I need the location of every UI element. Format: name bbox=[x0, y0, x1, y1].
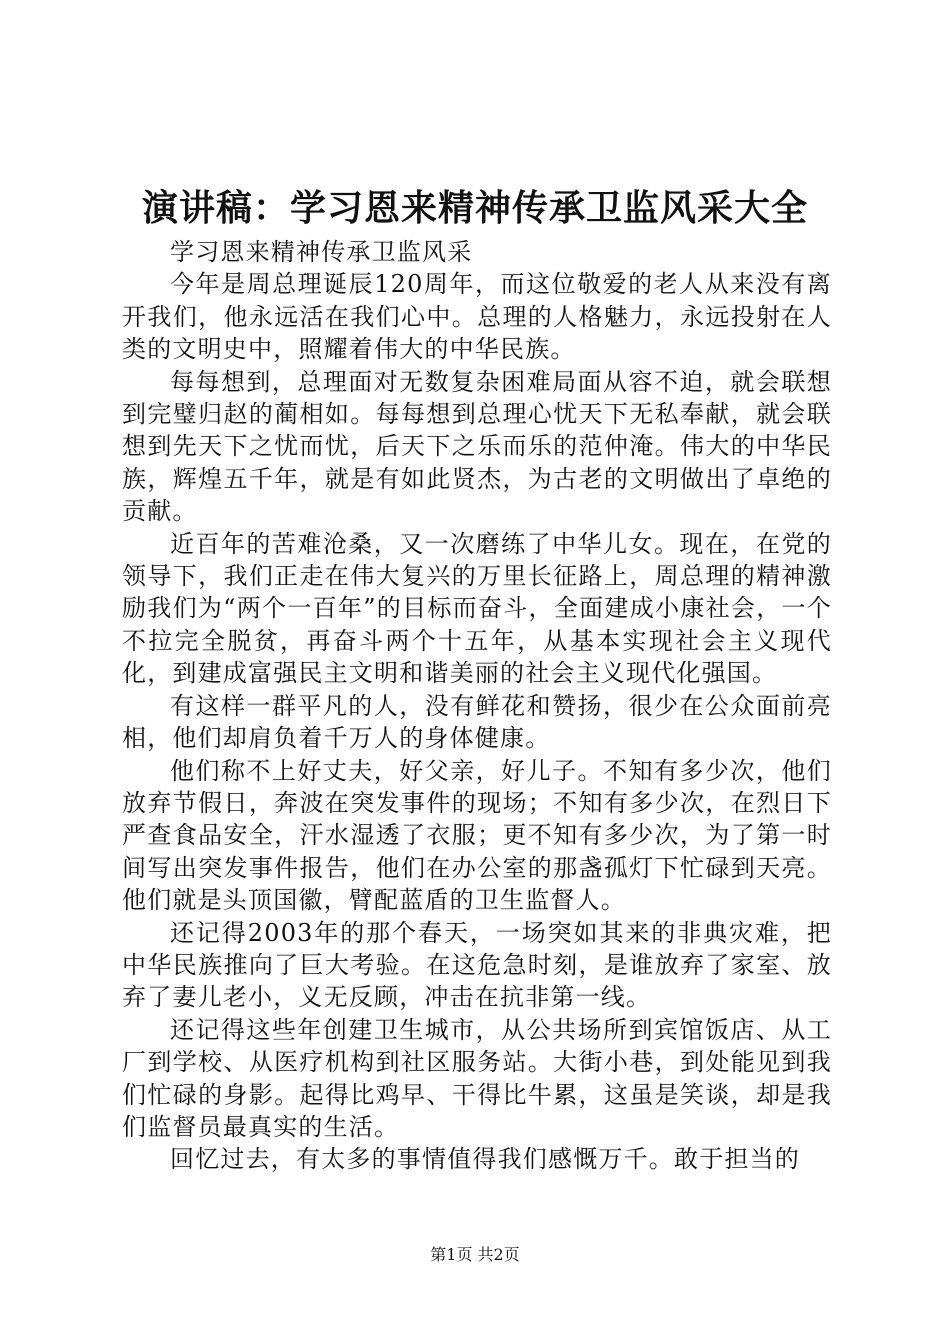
body-paragraph: 回忆过去，有太多的事情值得我们感慨万千。敢于担当的 bbox=[170, 1145, 800, 1174]
body-paragraph: 还记得这些年创建卫生城市，从公共场所到宾馆饭店、从工厂到学校、从医疗机构到社区服务站。大街小巷，到处能见到我们忙碌的身影。起得比鸡早、干得比牛累，这虽是笑谈，却是我们监督员最真实的生活。 bbox=[122, 1015, 832, 1141]
body-paragraph: 近百年的苦难沧桑，又一次磨练了中华儿女。现在，在党的领导下，我们正走在伟大复兴的万里长征路上，周总理的精神激励我们为“两个一百年”的目标而奋斗，全面建成小康社会，一个不拉完全脱贫，再奋斗两个十五年，从基本实现社会主义现代化，到建成富强民主文明和谐美丽的社会主义现代化强国。 bbox=[122, 529, 832, 688]
body-paragraph: 他们称不上好丈夫，好父亲，好儿子。不知有多少次，他们放弃节假日，奔波在突发事件的现场；不知有多少次，在烈日下严查食品安全，汗水湿透了衣服；更不知有多少次，为了第一时间写出突发事件报告，他们在办公室的那盏孤灯下忙碌到天亮。他们就是头顶国徽，臂配蓝盾的卫生监督人。 bbox=[122, 756, 832, 915]
body-paragraph: 还记得2003年的那个春天，一场突如其来的非典灾难，把中华民族推向了巨大考验。在这危急时刻，是谁放弃了家室、放弃了妻儿老小，义无反顾，冲击在抗非第一线。 bbox=[122, 918, 832, 1012]
document-body bbox=[122, 236, 832, 1176]
document-title: 演讲稿：学习恩来精神传承卫监风采大全 bbox=[141, 187, 808, 229]
body-paragraph: 每每想到，总理面对无数复杂困难局面从容不迫，就会联想到完璧归赵的蔺相如。每每想到总理心忧天下无私奉献，就会联想到先天下之忧而忧，后天下之乐而乐的范仲淹。伟大的中华民族，辉煌五千年，就是有如此贤杰，为古老的文明做出了卓绝的贡献。 bbox=[122, 367, 832, 526]
page-footer: 第1页 共2页 bbox=[430, 1245, 520, 1264]
body-paragraph: 今年是周总理诞辰120周年，而这位敬爱的老人从来没有离开我们，他永远活在我们心中。总理的人格魅力，永远投射在人类的文明史中，照耀着伟大的中华民族。 bbox=[122, 270, 832, 364]
subtitle-paragraph: 学习恩来精神传承卫监风采 bbox=[170, 238, 473, 266]
body-paragraph: 有这样一群平凡的人，没有鲜花和赞扬，很少在公众面前亮相，他们却肩负着千万人的身体健康。 bbox=[122, 691, 832, 753]
